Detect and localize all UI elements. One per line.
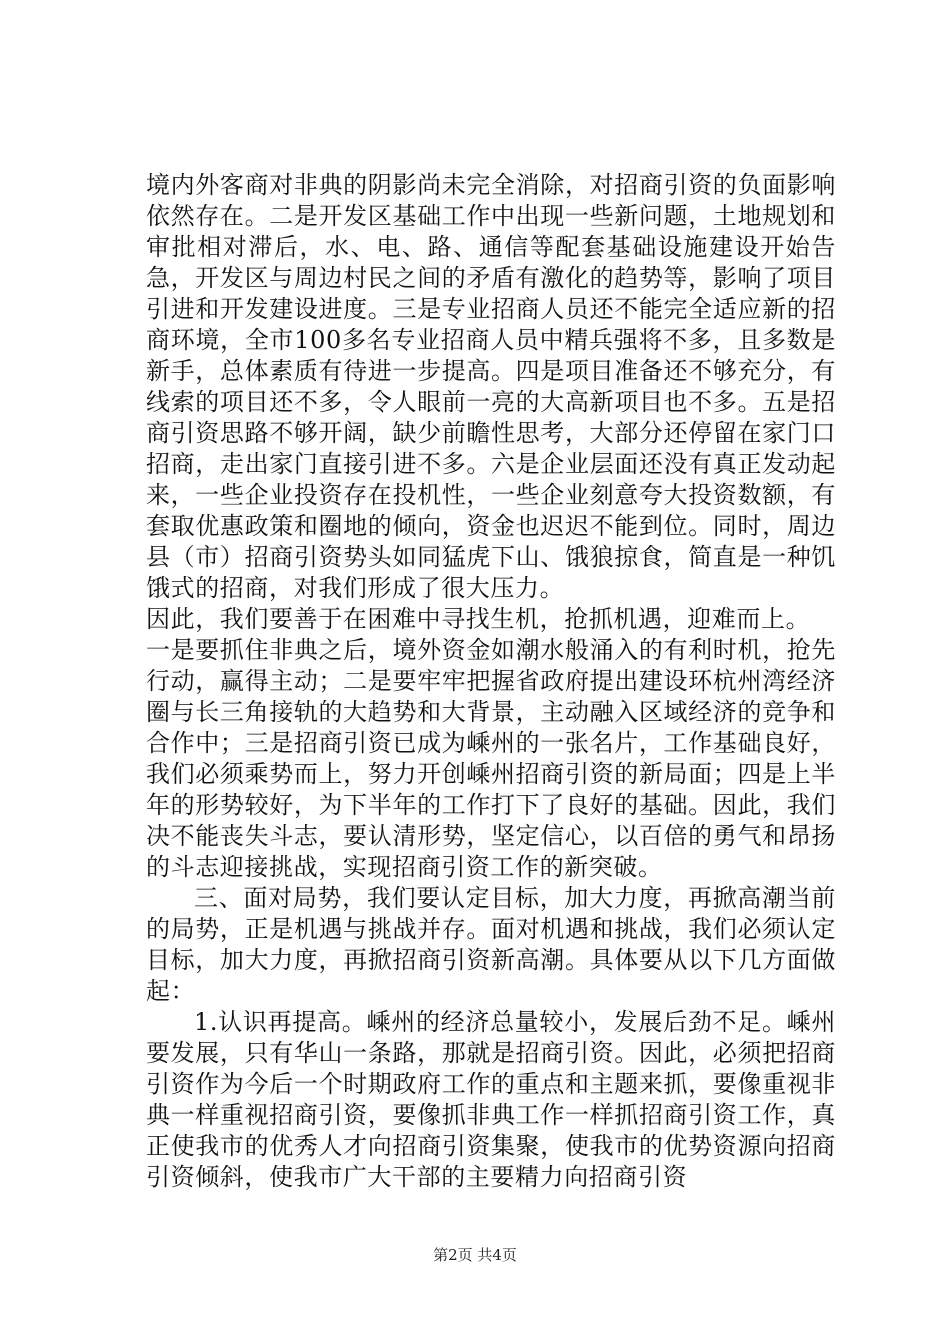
page-number-footer: 第2页 共4页 <box>433 1246 517 1264</box>
paragraph-1: 境内外客商对非典的阴影尚未完全消除，对招商引资的负面影响依然存在。二是开发区基础工作中出现一些新问题，土地规划和审批相对滞后，水、电、路、通信等配套基础设施建设开始告急，开发区与周边村民之间的矛盾有激化的趋势等，影响了项目引进和开发建设进度。三是专业招商人员还不能完全适应新的招商环境，全市100多名专业招商人员中精兵强将不多，且多数是新手，总体素质有待进一步提高。四是项目准备还不够充分，有线索的项目还不多，令人眼前一亮的大高新项目也不多。五是招商引资思路不够开阔，缺少前瞻性思考，大部分还停留在家门口招商，走出家门直接引进不多。六是企业层面还没有真正发动起来，一些企业投资存在投机性，一些企业刻意夸大投资数额，有套取优惠政策和圈地的倾向，资金也迟迟不能到位。同时，周边县（市）招商引资势头如同猛虎下山、饿狼掠食，简直是一种饥饿式的招商，对我们形成了很大压力。 <box>146 171 836 602</box>
paragraph-4: 三、面对局势，我们要认定目标，加大力度，再掀高潮当前的局势，正是机遇与挑战并存。面对机遇和挑战，我们必须认定目标，加大力度，再掀招商引资新高潮。具体要从以下几方面做起： <box>146 884 836 1005</box>
document-body <box>146 170 836 1193</box>
paragraph-2: 因此，我们要善于在困难中寻找生机，抢抓机遇，迎难而上。 <box>146 605 811 633</box>
paragraph-3: 一是要抓住非典之后，境外资金如潮水般涌入的有利时机，抢先行动，赢得主动；二是要牢牢把握省政府提出建设环杭州湾经济圈与长三角接轨的大趋势和大背景，主动融入区域经济的竞争和合作中；三是招商引资已成为嵊州的一张名片，工作基础良好，我们必须乘势而上，努力开创嵊州招商引资的新局面；四是上半年的形势较好，为下半年的工作打下了良好的基础。因此，我们决不能丧失斗志，要认清形势，坚定信心，以百倍的勇气和昂扬的斗志迎接挑战，实现招商引资工作的新突破。 <box>146 636 836 881</box>
paragraph-5: 1.认识再提高。嵊州的经济总量较小，发展后劲不足。嵊州要发展，只有华山一条路，那就是招商引资。因此，必须把招商引资作为今后一个时期政府工作的重点和主题来抓，要像重视非典一样重视招商引资，要像抓非典工作一样抓招商引资工作，真正使我市的优秀人才向招商引资集聚，使我市的优势资源向招商引资倾斜，使我市广大干部的主要精力向招商引资 <box>146 1008 836 1191</box>
